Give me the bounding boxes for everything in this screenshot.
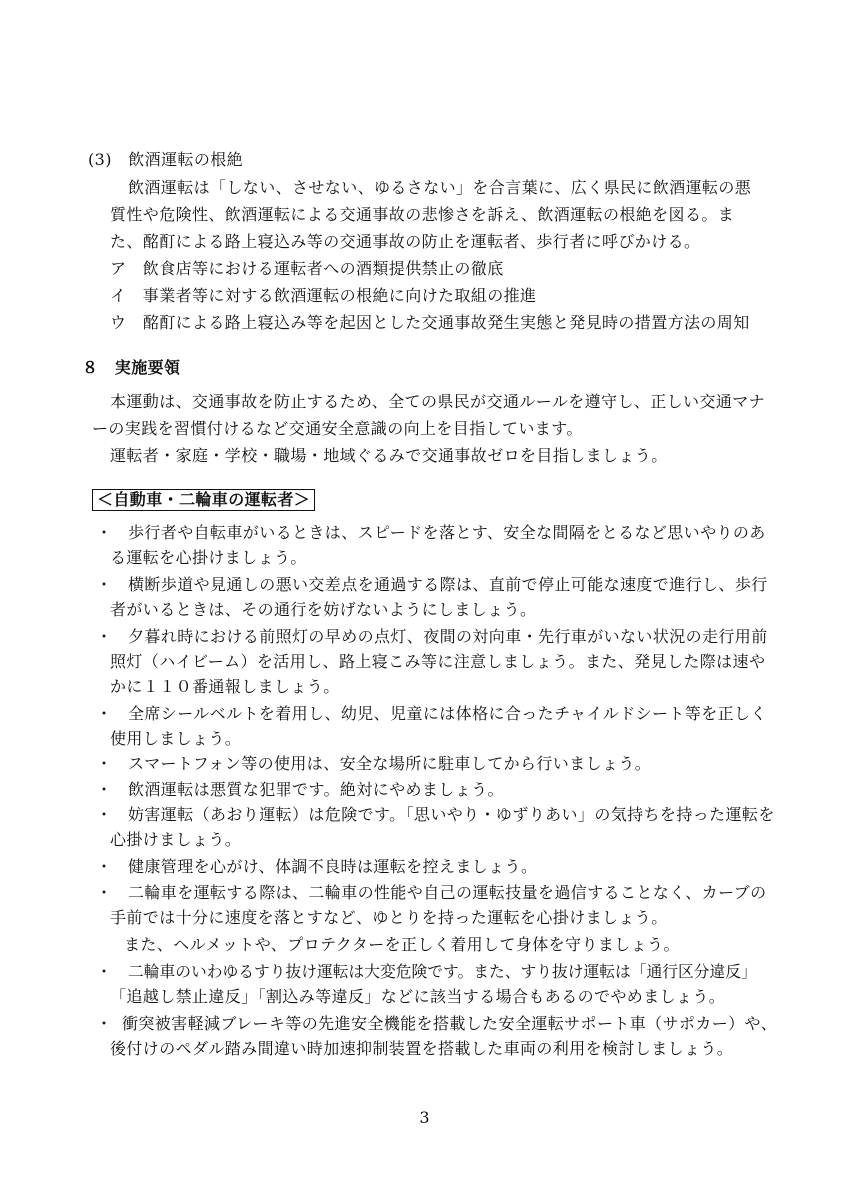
section-3-paragraph-line: た、酩酊による路上寝込み等の交通事故の防止を運転者、歩行者に呼びかける。 bbox=[110, 232, 701, 251]
section-3-paragraph-line: 質性や危険性、飲酒運転による交通事故の悲惨さを訴え、飲酒運転の根絶を図る。ま bbox=[110, 205, 735, 224]
drivers-guideline-line: また、ヘルメットや、プロテクターを正しく着用して身体を守りましょう。 bbox=[124, 935, 680, 954]
section-8-paragraph-line: 運転者・家庭・学校・職場・地域ぐるみで交通事故ゼロを目指しましょう。 bbox=[110, 446, 668, 465]
page-number: 3 bbox=[419, 1108, 430, 1127]
drivers-section-title: ＜自動車・二輪車の運転者＞ bbox=[92, 489, 315, 511]
drivers-guideline-line: 二輪車を運転する際は、二輪車の性能や自己の運転技量を過信することなく、カーブの bbox=[128, 883, 767, 902]
drivers-guideline-line: る運転を心掛けましょう。 bbox=[110, 548, 307, 567]
bullet-marker: ・ bbox=[96, 575, 113, 594]
drivers-guideline-line: 全席シールベルトを着用し、幼児、児童には体格に合ったチャイルドシート等を正しく bbox=[128, 704, 767, 723]
bullet-marker: ・ bbox=[96, 805, 113, 824]
section-3-item: イ 事業者等に対する飲酒運転の根絶に向けた取組の推進 bbox=[110, 286, 537, 305]
section-3-heading: (3) 飲酒運転の根絶 bbox=[88, 150, 244, 169]
drivers-guideline-line: 使用しましょう。 bbox=[110, 729, 242, 748]
section-3-item: ア 飲食店等における運転者への酒類提供禁止の徹底 bbox=[110, 259, 504, 278]
section-8-heading: ８ 実施要領 bbox=[82, 358, 181, 377]
bullet-marker: ・ bbox=[96, 1014, 113, 1033]
drivers-guideline-line: かに１１０番通報しましょう。 bbox=[110, 677, 340, 696]
drivers-guideline-line: 者がいるときは、その通行を妨げないようにしましょう。 bbox=[110, 600, 537, 619]
drivers-guideline-line: 後付けのペダル踏み間違い時加速抑制装置を搭載した車両の利用を検討しましょう。 bbox=[110, 1039, 734, 1058]
drivers-guideline-line: 健康管理を心がけ、体調不良時は運転を控えましょう。 bbox=[128, 857, 538, 876]
drivers-guideline-line: 横断歩道や見通しの悪い交差点を通過する際は、直前で停止可能な速度で進行し、歩行 bbox=[128, 575, 768, 594]
bullet-marker: ・ bbox=[96, 754, 113, 773]
bullet-marker: ・ bbox=[96, 523, 113, 542]
drivers-guideline-line: 「追越し禁止違反」「割込み等違反」などに該当する場合もあるのでやめましょう。 bbox=[110, 987, 726, 1006]
drivers-guideline-line: 衝突被害軽減ブレーキ等の先進安全機能を搭載した安全運転サポート車（サポカー）や、 bbox=[122, 1014, 778, 1033]
bullet-marker: ・ bbox=[96, 704, 113, 723]
bullet-marker: ・ bbox=[96, 883, 113, 902]
drivers-guideline-line: 照灯（ハイビーム）を活用し、路上寝こみ等に注意しましょう。また、発見した際は速や bbox=[110, 652, 766, 671]
drivers-guideline-line: 妨害運転（あおり運転）は危険です。「思いやり・ゆずりあい」の気持ちを持った運転を bbox=[128, 805, 775, 824]
drivers-guideline-line: 二輪車のいわゆるすり抜け運転は大変危険です。また、すり抜け運転は「通行区分違反」 bbox=[128, 962, 757, 981]
bullet-marker: ・ bbox=[96, 780, 113, 799]
drivers-guideline-line: 心掛けましょう。 bbox=[110, 830, 242, 849]
section-8-paragraph-line: 本運動は、交通事故を防止するため、全ての県民が交通ルールを遵守し、正しい交通マナ bbox=[110, 392, 766, 411]
drivers-guideline-line: 手前では十分に速度を落とすなど、ゆとりを持った運転を心掛けましょう。 bbox=[110, 908, 668, 927]
drivers-guideline-line: 飲酒運転は悪質な犯罪です。絶対にやめましょう。 bbox=[128, 780, 504, 799]
bullet-marker: ・ bbox=[96, 962, 113, 981]
drivers-guideline-line: 夕暮れ時における前照灯の早めの点灯、夜間の対向車・先行車がいない状況の走行用前 bbox=[128, 627, 768, 646]
bullet-marker: ・ bbox=[96, 627, 113, 646]
drivers-guideline-line: 歩行者や自転車がいるときは、スピードを落とす、安全な間隔をとるなど思いやりのあ bbox=[128, 523, 766, 542]
section-8-paragraph-line: ーの実践を習慣付けるなど交通安全意識の向上を目指しています。 bbox=[92, 419, 583, 438]
section-3-paragraph-line: 飲酒運転は「しない、させない、ゆるさない」を合言葉に、広く県民に飲酒運転の悪 bbox=[128, 178, 752, 197]
drivers-guideline-line: スマートフォン等の使用は、安全な場所に駐車してから行いましょう。 bbox=[128, 754, 652, 773]
bullet-marker: ・ bbox=[96, 857, 113, 876]
section-3-item: ウ 酩酊による路上寝込み等を起因とした交通事故発生実態と発見時の措置方法の周知 bbox=[110, 313, 750, 332]
